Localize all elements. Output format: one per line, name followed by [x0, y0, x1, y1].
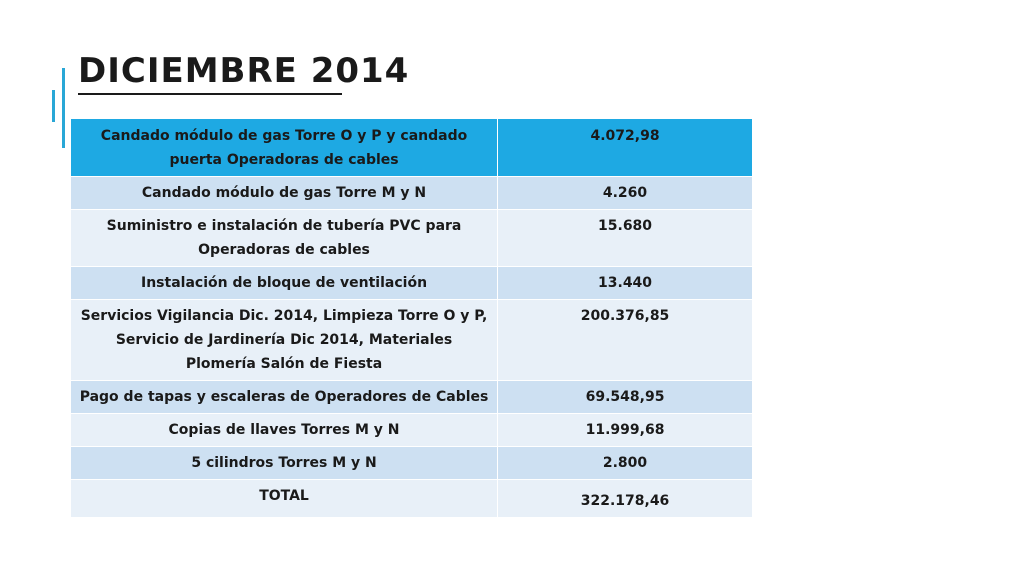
table-row	[71, 210, 753, 267]
table-row	[71, 300, 753, 381]
row-description: Instalación de bloque de ventilación	[71, 267, 498, 300]
row-amount: 2.800	[498, 447, 753, 480]
table-row	[71, 381, 753, 414]
total-label: TOTAL	[71, 480, 498, 518]
expense-table	[70, 118, 753, 518]
table-row	[71, 119, 753, 177]
slide-title: DICIEMBRE 2014	[78, 51, 410, 91]
row-amount: 69.548,95	[498, 381, 753, 414]
row-amount: 4.072,98	[498, 119, 753, 177]
row-description: Servicios Vigilancia Dic. 2014, Limpieza Torre O y P, Servicio de Jardinería Dic 2014, Materiales Plomería Salón de Fiesta	[71, 300, 498, 381]
row-amount: 15.680	[498, 210, 753, 267]
table-row	[71, 414, 753, 447]
row-description: 5 cilindros Torres M y N	[71, 447, 498, 480]
row-description: Suministro e instalación de tubería PVC para Operadoras de cables	[71, 210, 498, 267]
row-description: Copias de llaves Torres M y N	[71, 414, 498, 447]
accent-bar-long	[62, 68, 65, 148]
title-underline	[78, 93, 342, 95]
row-description: Pago de tapas y escaleras de Operadores de Cables	[71, 381, 498, 414]
total-row	[71, 480, 753, 518]
table-row	[71, 177, 753, 210]
row-amount: 13.440	[498, 267, 753, 300]
row-amount: 4.260	[498, 177, 753, 210]
table-row	[71, 267, 753, 300]
table-row	[71, 447, 753, 480]
row-amount: 11.999,68	[498, 414, 753, 447]
row-amount: 200.376,85	[498, 300, 753, 381]
accent-bar-short	[52, 90, 55, 122]
row-description: Candado módulo de gas Torre O y P y candado puerta Operadoras de cables	[71, 119, 498, 177]
total-amount: 322.178,46	[498, 480, 753, 518]
row-description: Candado módulo de gas Torre M y N	[71, 177, 498, 210]
